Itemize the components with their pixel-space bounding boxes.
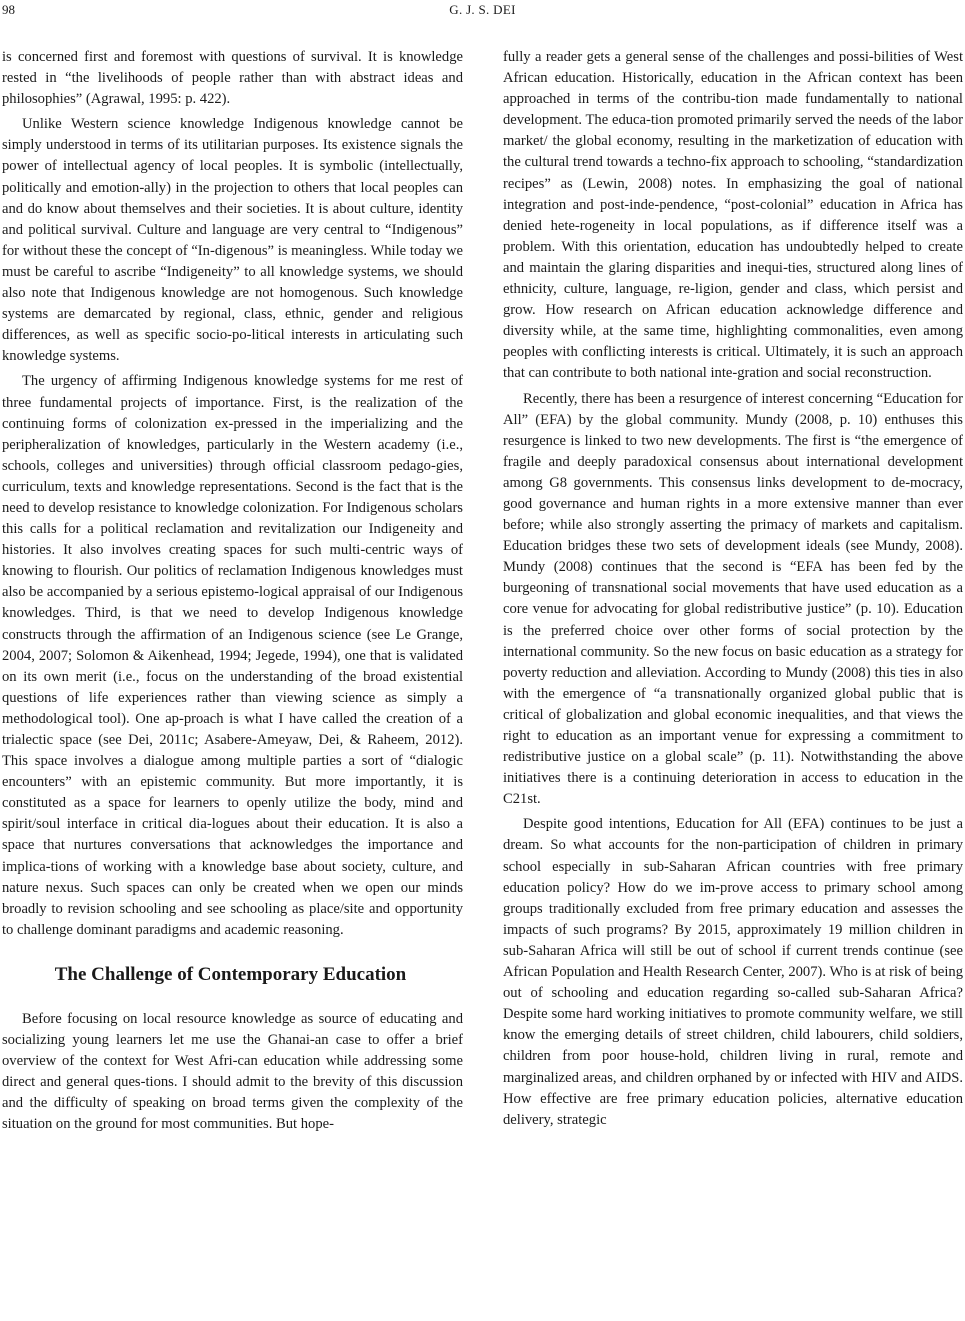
page-header [0,0,965,26]
left-column [2,47,463,1136]
running-head: G. J. S. DEI [449,2,516,17]
paragraph: Unlike Western science knowledge Indigenous knowledge cannot be simply understood in terms of its utilitarian purposes. Its existence signals the power of intellectual agency of local peoples. It is symbolic (intellectually, politically and emotion-ally) in the projection to others that local peoples can and do know about themselves and their societies. It is about culture, identity and political survival. Culture and language are very central to “Indigenous” for without these the concept of “In-digenous” is meaningless. While today we must be careful to ascribe “Indigeneity” to all knowledge systems, we should also note that Indigenous knowledge are not homogenous. Such knowledge systems are demarcated by regional, class, ethnic, gender and religious differences, as well as specific socio-po-litical interests in articulating such knowledge systems. [2,116,463,365]
right-column [503,47,963,1131]
paragraph: Before focusing on local resource knowledge as source of educating and socializing young learners let me use the Ghanai-an case to offer a brief overview of the context for West Afri-can education while addressing some direct and general ques-tions. I should admit to the brevity of this discussion and the difficulty of speaking on broad terms given the complexity of the situation on the ground for most communities. But hope- [2,1010,463,1133]
paragraph: Recently, there has been a resurgence of interest concerning “Education for All” (EFA) by the global community. Mundy (2008, p. 10) enthuses this resurgence is linked to two new developments. The first is “the emergence of fragile and deeply paradoxical consensus about international development among G8 governments. This consensus links development to de-mocracy, good governance and human rights in a more extensive manner than ever before; while also strongly asserting the primacy of markets and capitalism. Education bridges these two sets of development ideals (see Mundy, 2008). Mundy (2008) continues that the second is “EFA has been fed by the burgeoning of transnational social movements that have used education as a core venue for advocating for global redistributive justice” (p. 10). Education is the preferred choice over other forms of social protection by the international community. So the new focus on basic education as a strategy for poverty reduction and alleviation. According to Mundy (2008) this ties in also with the emergence of “a transnationally organized global public that is critical of globalization and global economic inequalities, and that views the right to education as an important venue for expressing a commitment to redistributive justice on a global scale” (p. 11). Notwithstanding the above initiatives there is a continuing deterioration in access to education in the C21st. [503,390,963,808]
paragraph: The urgency of affirming Indigenous knowledge systems for me rest of three fundamental projects of importance. First, is the realization of the continuing forms of colonization ex-pressed in the imperializing and the peripheralization of knowledges, particularly in the Western academy (i.e., schools, colleges and universities) through official classroom pedago-gies, curriculum, texts and knowledge representations. Second is the fact that is the need to develop resistance to knowledge colonization. For Indigenous scholars this calls for a political reclamation and revitalization our Indigeneity and histories. It also involves creating spaces for such multi-centric ways of knowing to flourish. Our politics of reclamation Indigenous knowledges must also be accompanied by a serious epistemo-logical appraisal of our Indigenous knowledges. Third, is that we need to develop Indigenous knowledge constructs through the affirmation of an Indigenous science (see Le Grange, 2004, 2007; Solomon & Aikenhead, 1994; Jegede, 1994), one that is validated on its own merit (i.e., focus on the understanding of the broad existential questions of life experiences rather than viewing science as simply a methodological tool). One ap-proach is what I have called the creation of a trialectic space (see Dei, 2011c; Asabere-Ameyaw, Dei, & Raheem, 2012). This space involves a dialogue among multiple parties a sort of “dialogic encounters” with an epistemic community. But more importantly, it is constituted as a space for learners to openly utilize the body, mind and spirit/soul interface in critical dia-logues about their education. It is also a space that nurtures conversations that acknowledges the importance and implica-tions of working with a knowledge base about society, culture, and nature nexus. Such spaces can only be created when we open our minds broadly to revision schooling and see schooling as place/site and opportunity to challenge dominant paradigms and academic reasoning. [2,373,463,938]
page-number: 98 [2,2,15,17]
paragraph: fully a reader gets a general sense of the challenges and possi-bilities of West African education. Historically, education in the African context has been approached in terms of the contribu-tion made fundamentally to national development. The educa-tion promoted primarily served the needs of the labor market/ the global economy, resulting in the marketization of education with the cultural trend towards a techno-fix approach to schooling, “standardization recipes” as (Lewin, 2008) notes. In emphasizing the goal of national integration and post-inde-pendence, “post-colonial” education in Africa has denied hete-rogeneity in local populations, as if difference itself was a problem. With this orientation, education has undoubtedly helped to create and maintain the glaring disparities and inequi-ties, structured along lines of ethnicity, culture, language, re-ligion, gender and class, which persist and grow. How research on African education acknowledge difference and diversity while, at the same time, highlighting commonalities, even among peoples with conflicting interests is critical. Ultimately, it is such an approach that can contribute to both national inte-gration and social reconstruction. [503,49,963,382]
section-heading: The Challenge of Contemporary Education [54,963,407,985]
paragraph: Despite good intentions, Education for All (EFA) continues to be just a dream. So what accounts for the non-participation of children in primary school especially in sub-Saharan African countries with free primary education policy? How do we im-prove access to primary school among groups traditionally excluded from free primary education and assesses the impacts of such programs? By 2015, approximately 19 million children in sub-Saharan Africa will still be out of school if current trends continue (see African Population and Health Research Center, 2007). Who is at risk of being out of schooling and education regarding so-called sub-Saharan Africa? Despite some hard working initiatives to promote community welfare, we still know the emerging details of street children, child labourers, child soldiers, children from poor house-hold, children living in rural, remote and marginalized areas, and children orphaned by or infected with HIV and AIDS. How effective are free primary education policies, alternative education delivery, strategic [503,816,963,1128]
paragraph: is concerned first and foremost with questions of survival. It is knowledge rested in “the livelihoods of people rather than with abstract ideas and philosophies” (Agrawal, 1995: p. 422). [2,49,463,108]
